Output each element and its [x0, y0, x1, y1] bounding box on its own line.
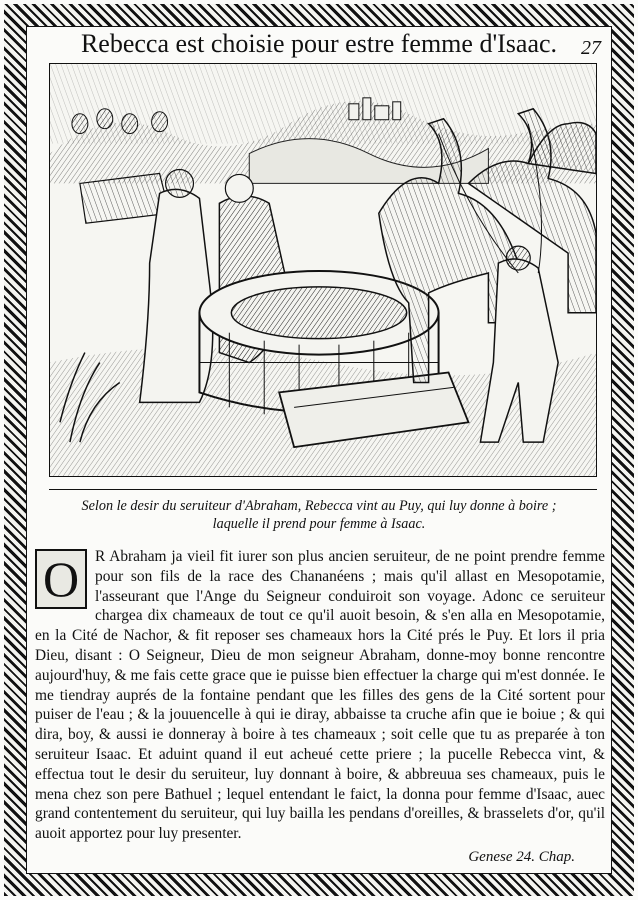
body-paragraph: R Abraham ja vieil fit iurer son plus ancien seruiteur, de ne point prendre femme pour son fils de la race des Chananéens ; mais qu'il allast en Mesopotamie, l'asseurant que l'Ange du Seigneur conduiroit son voyage. Adonc ce seruiteur chargea dix chameaux de tout ce qu'il auoit besoin, & s'en alla en Mesopotamie, en la Cité de Nachor, & fit reposer ses chameaux hors la Cité prés le Puy. Et lors il pria Dieu, disant : O Seigneur, Dieu de mon seigneur Abraham, donne-moy bonne rencontre aujourd'huy, & me fais cette grace que ie puisse bien effectuer la charge qui m'est donnée. Ie me tiendray auprés de la fontaine pendant que les filles des gens de la Cité sortent pour puiser de l'eau ; & la jouuencelle à qui ie diray, abbaisse ta cruche afin que ie boiue ; & qui dira, boy, & aussi ie donneray à boire à tes chameaux ; soit celle que tu as preparée à ton seruiteur Isaac. Et aduint quand il eut acheué cette priere ; la pucelle Rebecca vint, & effectua tout le desir du seruiteur, luy donnant à boire, & abbreuua ses chameaux, puis le mena chez son pere Bathuel ; lequel entendant le faict, la donna pour femme d'Isaac, auec grand contentement du seruiteur, qui luy bailla les pendans d'oreilles, & brasselets d'or, qu'il auoit apportez pour luy presenter.	[35, 548, 605, 843]
illustration-caption	[31, 497, 607, 533]
scripture-reference: Genese 24. Chap.	[468, 849, 575, 865]
caption-rule	[49, 489, 597, 490]
decorated-initial-letter: O	[42, 551, 80, 607]
page	[27, 27, 611, 873]
decorated-initial	[35, 549, 87, 609]
caption-line-1: Selon le desir du seruiteur d'Abraham, Rebecca vint au Puy, qui luy donne à boire ;	[81, 498, 557, 514]
woodcut-engraving-icon	[50, 64, 596, 476]
page-title: Rebecca est choisie pour estre femme d'Isaac.	[80, 29, 558, 58]
page-number: 27	[581, 37, 601, 59]
woodcut-illustration	[49, 63, 597, 477]
caption-line-2: laquelle il prend pour femme à Isaac.	[212, 516, 426, 532]
body-text	[35, 547, 605, 844]
